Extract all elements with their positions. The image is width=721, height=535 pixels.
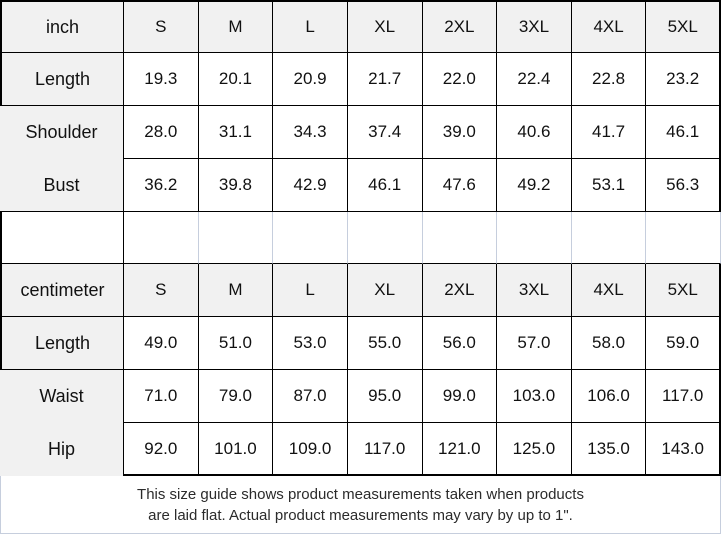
spacer-cell — [273, 212, 348, 264]
row-label-cell: Bust — [0, 159, 124, 212]
cm-hip-row — [0, 423, 721, 476]
value-cell: 55.0 — [348, 317, 423, 370]
size-header-cell: S — [124, 264, 199, 317]
size-header-cell: XL — [348, 0, 423, 53]
value-cell: 39.0 — [423, 106, 498, 159]
spacer-cell — [497, 212, 572, 264]
size-header-cell: 3XL — [497, 264, 572, 317]
size-header-cell: L — [273, 264, 348, 317]
cm-waist-row — [0, 370, 721, 423]
value-cell: 46.1 — [348, 159, 423, 212]
value-cell: 101.0 — [199, 423, 274, 476]
value-cell: 28.0 — [124, 106, 199, 159]
cm-header-row — [0, 264, 721, 317]
value-cell: 23.2 — [646, 53, 721, 106]
value-cell: 57.0 — [497, 317, 572, 370]
row-label-cell: Length — [0, 317, 124, 370]
size-header-cell: 3XL — [497, 0, 572, 53]
size-note — [0, 476, 721, 534]
value-cell: 36.2 — [124, 159, 199, 212]
size-header-cell: XL — [348, 264, 423, 317]
size-header-cell: 4XL — [572, 0, 647, 53]
unit-header-cell: inch — [0, 0, 124, 53]
cm-length-row — [0, 317, 721, 370]
spacer-cell — [124, 212, 199, 264]
value-cell: 37.4 — [348, 106, 423, 159]
value-cell: 47.6 — [423, 159, 498, 212]
value-cell: 71.0 — [124, 370, 199, 423]
spacer-cell — [572, 212, 647, 264]
value-cell: 106.0 — [572, 370, 647, 423]
size-header-cell: L — [273, 0, 348, 53]
value-cell: 49.2 — [497, 159, 572, 212]
value-cell: 99.0 — [423, 370, 498, 423]
value-cell: 117.0 — [348, 423, 423, 476]
size-header-cell: M — [199, 264, 274, 317]
value-cell: 109.0 — [273, 423, 348, 476]
value-cell: 22.0 — [423, 53, 498, 106]
value-cell: 21.7 — [348, 53, 423, 106]
value-cell: 117.0 — [646, 370, 721, 423]
value-cell: 79.0 — [199, 370, 274, 423]
spacer-cell — [423, 212, 498, 264]
value-cell: 58.0 — [572, 317, 647, 370]
spacer-cell — [646, 212, 721, 264]
value-cell: 20.1 — [199, 53, 274, 106]
value-cell: 53.0 — [273, 317, 348, 370]
spacer-cell — [199, 212, 274, 264]
spacer-row — [0, 212, 721, 264]
size-header-cell: 2XL — [423, 264, 498, 317]
size-header-cell: S — [124, 0, 199, 53]
value-cell: 22.8 — [572, 53, 647, 106]
value-cell: 53.1 — [572, 159, 647, 212]
value-cell: 121.0 — [423, 423, 498, 476]
value-cell: 31.1 — [199, 106, 274, 159]
unit-header-cell: centimeter — [0, 264, 124, 317]
value-cell: 103.0 — [497, 370, 572, 423]
value-cell: 41.7 — [572, 106, 647, 159]
row-label-cell: Length — [0, 53, 124, 106]
inch-length-row — [0, 53, 721, 106]
value-cell: 39.8 — [199, 159, 274, 212]
size-note-line: This size guide shows product measurements taken when products — [137, 485, 584, 503]
row-label-cell: Shoulder — [0, 106, 124, 159]
value-cell: 56.0 — [423, 317, 498, 370]
value-cell: 125.0 — [497, 423, 572, 476]
size-note-line: are laid flat. Actual product measurements may vary by up to 1". — [148, 506, 573, 524]
value-cell: 49.0 — [124, 317, 199, 370]
value-cell: 46.1 — [646, 106, 721, 159]
value-cell: 87.0 — [273, 370, 348, 423]
size-header-cell: 5XL — [646, 0, 721, 53]
size-header-cell: 2XL — [423, 0, 498, 53]
value-cell: 92.0 — [124, 423, 199, 476]
value-cell: 20.9 — [273, 53, 348, 106]
row-label-cell: Hip — [0, 423, 124, 476]
value-cell: 22.4 — [497, 53, 572, 106]
inch-shoulder-row — [0, 106, 721, 159]
value-cell: 40.6 — [497, 106, 572, 159]
value-cell: 51.0 — [199, 317, 274, 370]
value-cell: 19.3 — [124, 53, 199, 106]
value-cell: 135.0 — [572, 423, 647, 476]
inch-bust-row — [0, 159, 721, 212]
value-cell: 95.0 — [348, 370, 423, 423]
value-cell: 143.0 — [646, 423, 721, 476]
size-header-cell: M — [199, 0, 274, 53]
size-header-cell: 4XL — [572, 264, 647, 317]
size-header-cell: 5XL — [646, 264, 721, 317]
value-cell: 56.3 — [646, 159, 721, 212]
spacer-cell — [0, 212, 124, 264]
row-label-cell: Waist — [0, 370, 124, 423]
spacer-cell — [348, 212, 423, 264]
value-cell: 34.3 — [273, 106, 348, 159]
value-cell: 59.0 — [646, 317, 721, 370]
inch-header-row — [0, 0, 721, 53]
value-cell: 42.9 — [273, 159, 348, 212]
